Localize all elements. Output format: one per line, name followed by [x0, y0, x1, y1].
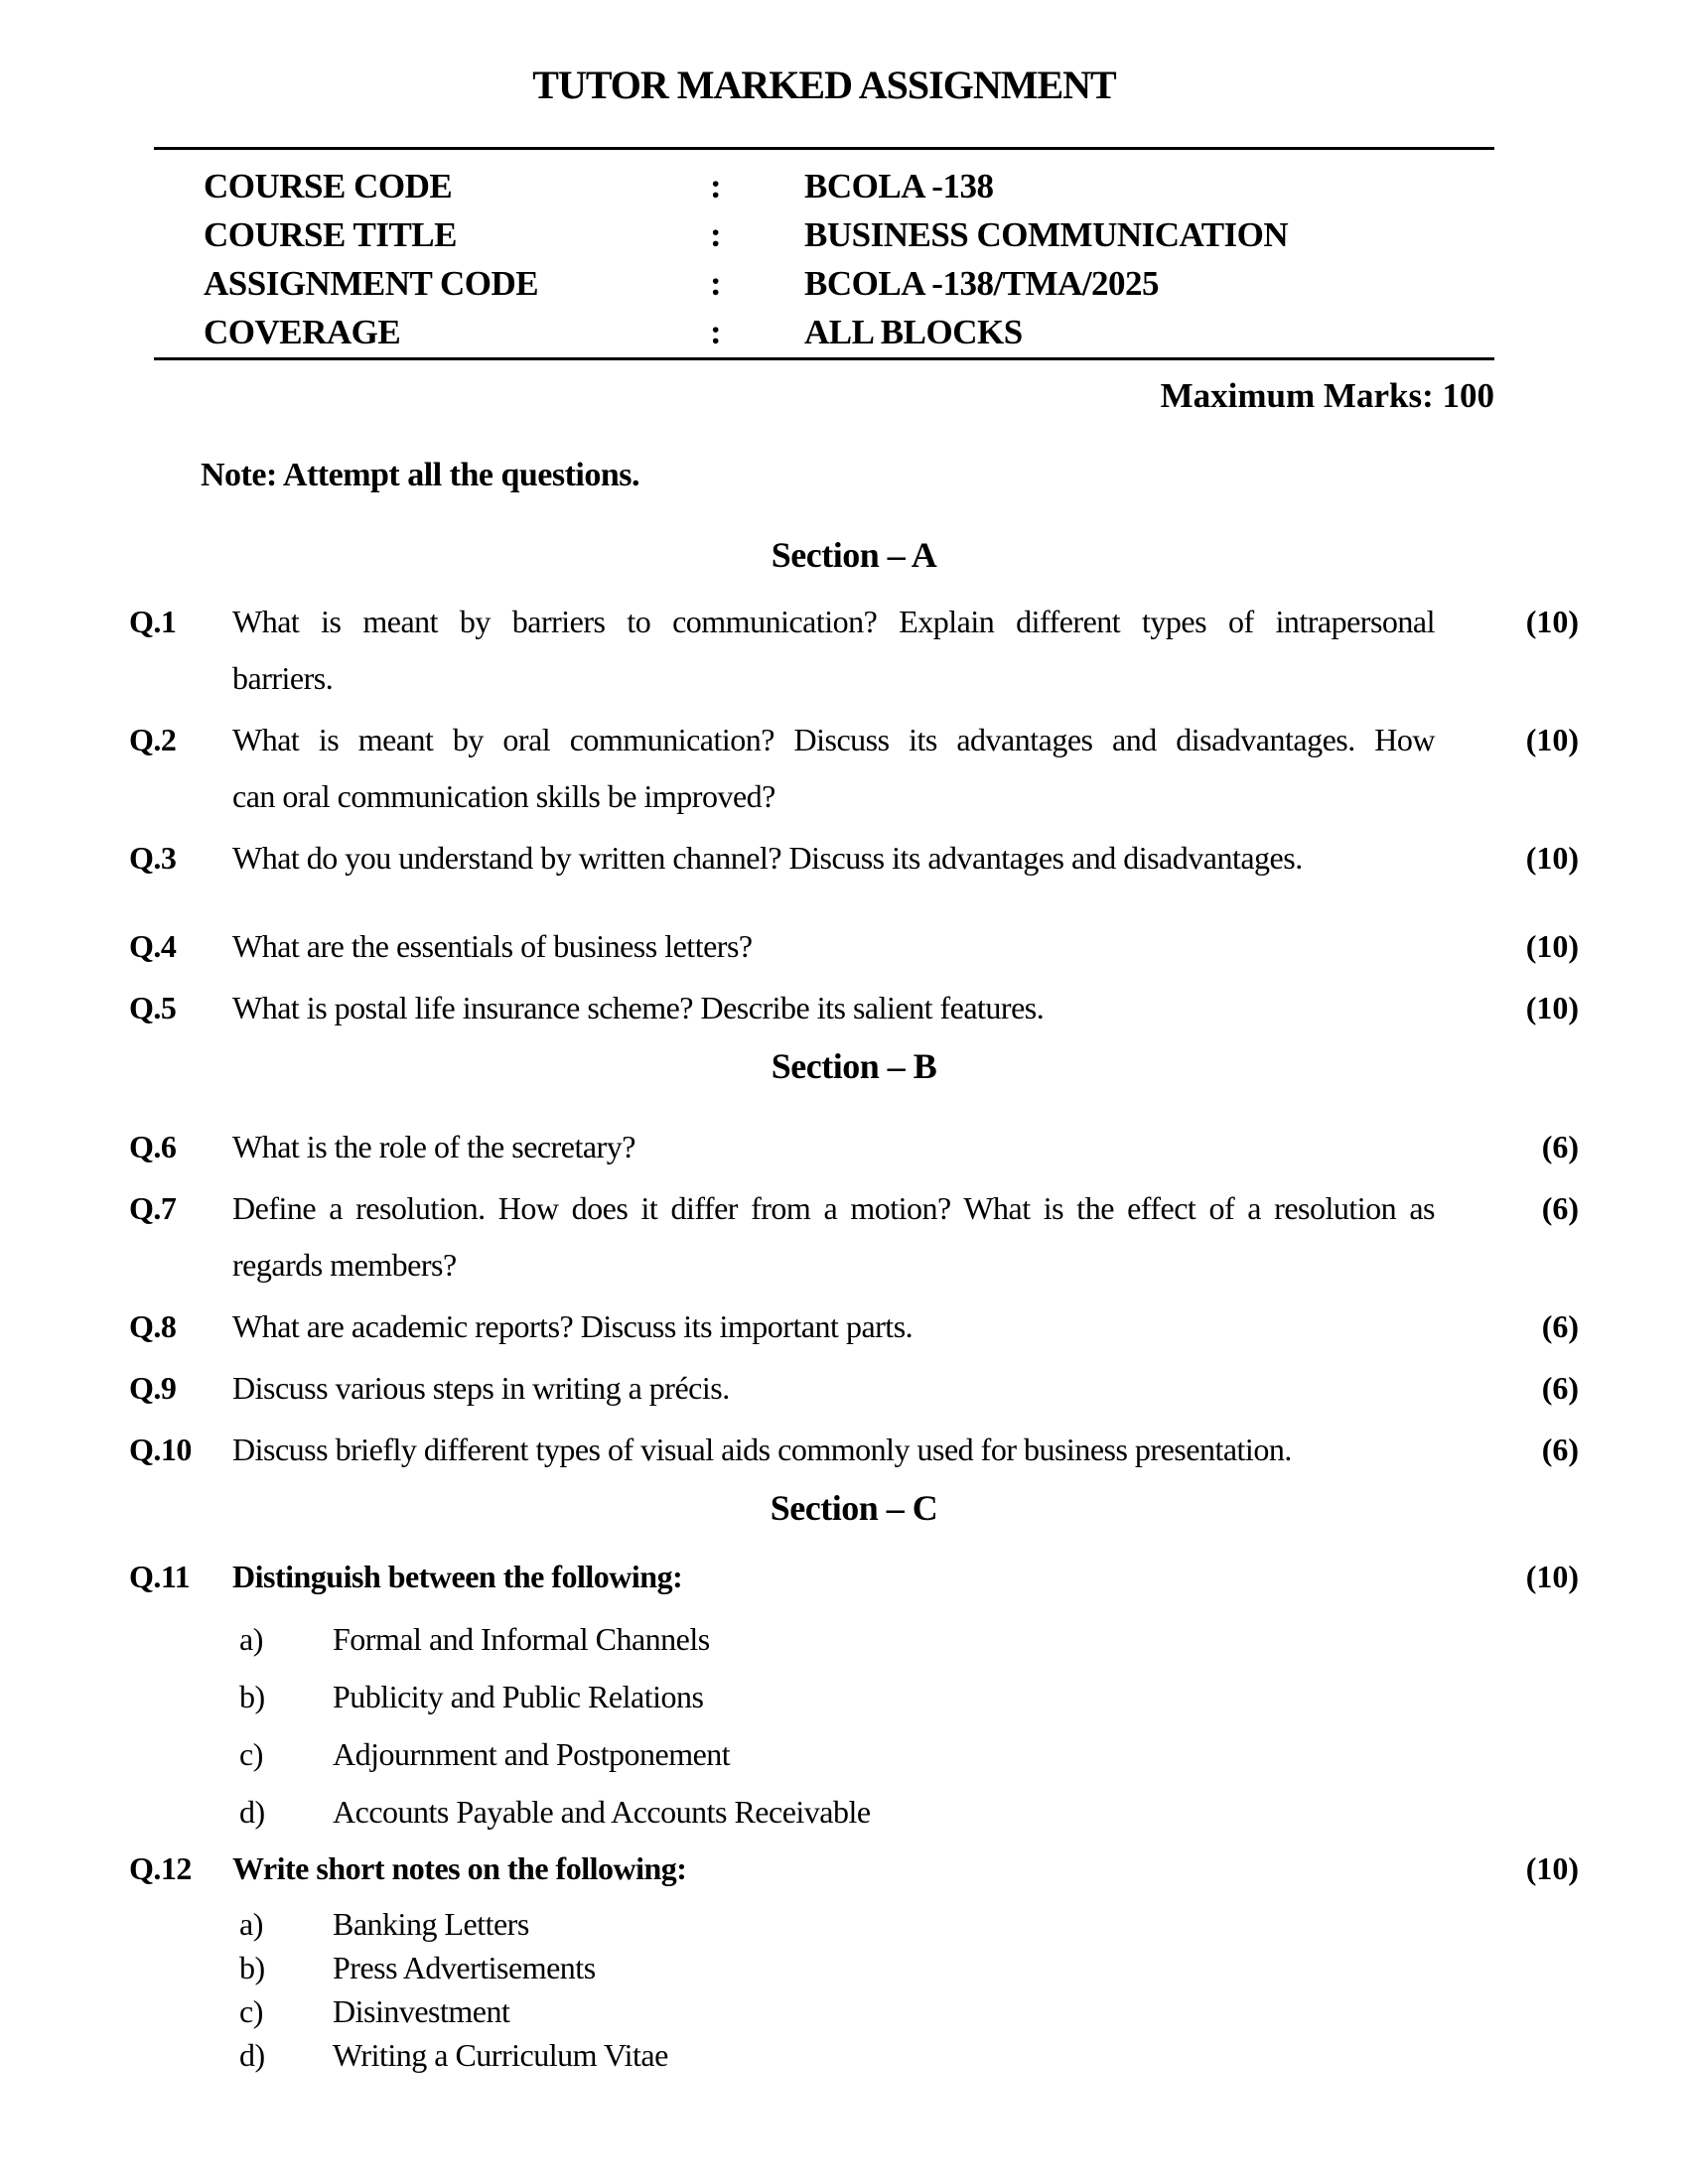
question-text — [232, 980, 1435, 1036]
question-line: What is meant by oral communication? Discuss its advantages and disadvantages. How — [232, 722, 1435, 757]
question-number: Q.9 — [129, 1370, 177, 1406]
question-text — [232, 1119, 1435, 1175]
question-line: can oral communication skills be improved? — [232, 778, 775, 814]
question-row-q3 — [129, 830, 1579, 887]
course-label: COVERAGE — [204, 313, 401, 351]
subitem-row — [129, 1783, 1579, 1841]
question-marks: (10) — [1525, 1850, 1579, 1886]
header-rule-bottom — [154, 357, 1494, 360]
subitem-text: Disinvestment — [333, 1993, 510, 2029]
subitem-text: Writing a Curriculum Vitae — [333, 2037, 668, 2073]
question-text — [232, 594, 1435, 707]
question-number: Q.11 — [129, 1559, 191, 1594]
section-heading-a: Section – A — [771, 535, 937, 575]
question-line: Discuss various steps in writing a précis. — [232, 1370, 730, 1406]
subitem-text: Banking Letters — [333, 1906, 529, 1942]
question-line: regards members? — [232, 1247, 457, 1283]
subitem-letter: a) — [239, 1621, 263, 1657]
subitem-text: Accounts Payable and Accounts Receivable — [333, 1794, 871, 1830]
course-separator: : — [710, 167, 722, 205]
question-marks: (6) — [1541, 1129, 1579, 1164]
question-line: barriers. — [232, 660, 334, 696]
question-row-q9 — [129, 1360, 1579, 1417]
question-text — [232, 918, 1435, 975]
question-line: What do you understand by written channel? Discuss its advantages and disadvantages. — [232, 840, 1303, 876]
question-number: Q.1 — [129, 604, 177, 639]
question-line: What is postal life insurance scheme? Describe its salient features. — [232, 990, 1045, 1025]
question-number: Q.4 — [129, 928, 177, 964]
question-marks: (6) — [1541, 1370, 1579, 1406]
question-subitems-q11 — [129, 1610, 1579, 1841]
subitem-row — [129, 1946, 1579, 1989]
course-value: BCOLA -138 — [804, 167, 994, 205]
section-heading-c: Section – C — [770, 1488, 938, 1528]
question-line: Define a resolution. How does it differ from a motion? What is the effect of a resolution as — [232, 1190, 1435, 1226]
question-number: Q.7 — [129, 1190, 177, 1226]
question-text — [232, 1180, 1435, 1294]
subitem-text: Publicity and Public Relations — [333, 1679, 704, 1714]
question-number: Q.2 — [129, 722, 177, 757]
question-line: What is meant by barriers to communication? Explain different types of intrapersonal — [232, 604, 1435, 639]
subitem-text: Press Advertisements — [333, 1950, 596, 1985]
question-line: Write short notes on the following: — [232, 1850, 687, 1886]
subitem-text: Adjournment and Postponement — [333, 1736, 731, 1772]
question-line: Distinguish between the following: — [232, 1559, 683, 1594]
question-text — [232, 830, 1435, 887]
course-value: BUSINESS COMMUNICATION — [804, 215, 1289, 254]
subitem-letter: b) — [239, 1679, 265, 1714]
subitem-row — [129, 1610, 1579, 1668]
header-rule-top — [154, 147, 1494, 150]
question-row-q7 — [129, 1180, 1579, 1294]
course-row — [204, 259, 1579, 308]
course-separator: : — [710, 264, 722, 303]
subitem-row — [129, 1902, 1579, 1946]
question-row-q6 — [129, 1119, 1579, 1175]
subitem-row — [129, 1989, 1579, 2033]
question-row-q5 — [129, 980, 1579, 1036]
question-row-q12 — [129, 1841, 1579, 1897]
max-marks: Maximum Marks: 100 — [1160, 376, 1494, 415]
question-marks: (6) — [1541, 1308, 1579, 1344]
question-marks: (6) — [1541, 1432, 1579, 1467]
question-row-q10 — [129, 1422, 1579, 1478]
course-row — [204, 210, 1579, 259]
question-number: Q.12 — [129, 1850, 192, 1886]
question-marks: (10) — [1525, 990, 1579, 1025]
course-label: COURSE CODE — [204, 167, 453, 205]
question-marks: (10) — [1525, 604, 1579, 639]
question-number: Q.8 — [129, 1308, 177, 1344]
section-heading-b: Section – B — [771, 1046, 937, 1086]
subitem-letter: b) — [239, 1950, 265, 1985]
course-label: ASSIGNMENT CODE — [204, 264, 539, 303]
question-row-q8 — [129, 1298, 1579, 1355]
question-subitems-q12 — [129, 1902, 1579, 2077]
subitem-row — [129, 1725, 1579, 1783]
question-line: What is the role of the secretary? — [232, 1129, 635, 1164]
question-line: What are academic reports? Discuss its important parts. — [232, 1308, 914, 1344]
course-separator: : — [710, 215, 722, 254]
subitem-letter: d) — [239, 1794, 265, 1830]
question-text — [232, 1549, 1435, 1605]
question-number: Q.6 — [129, 1129, 177, 1164]
question-marks: (10) — [1525, 722, 1579, 757]
course-value: ALL BLOCKS — [804, 313, 1023, 351]
course-row — [204, 162, 1579, 210]
question-line: What are the essentials of business letters? — [232, 928, 753, 964]
course-info-table — [129, 162, 1579, 356]
document-title: TUTOR MARKED ASSIGNMENT — [532, 63, 1116, 107]
question-text — [232, 1360, 1435, 1417]
question-row-q2 — [129, 712, 1579, 825]
question-text — [232, 1298, 1435, 1355]
note: Note: Attempt all the questions. — [201, 457, 640, 493]
question-row-q11 — [129, 1549, 1579, 1605]
subitem-row — [129, 2033, 1579, 2077]
question-row-q4 — [129, 918, 1579, 975]
question-number: Q.5 — [129, 990, 177, 1025]
subitem-letter: d) — [239, 2037, 265, 2073]
course-label: COURSE TITLE — [204, 215, 457, 254]
subitem-row — [129, 1668, 1579, 1725]
question-text — [232, 1422, 1435, 1478]
subitem-letter: a) — [239, 1906, 263, 1942]
subitem-letter: c) — [239, 1993, 263, 2029]
question-number: Q.10 — [129, 1432, 192, 1467]
question-line: Discuss briefly different types of visual aids commonly used for business presentation. — [232, 1432, 1292, 1467]
subitem-text: Formal and Informal Channels — [333, 1621, 710, 1657]
question-text — [232, 1841, 1435, 1897]
course-row — [204, 308, 1579, 356]
question-marks: (10) — [1525, 840, 1579, 876]
subitem-letter: c) — [239, 1736, 263, 1772]
question-text — [232, 712, 1435, 825]
question-number: Q.3 — [129, 840, 177, 876]
question-marks: (10) — [1525, 1559, 1579, 1594]
question-marks: (6) — [1541, 1190, 1579, 1226]
course-value: BCOLA -138/TMA/2025 — [804, 264, 1160, 303]
question-row-q1 — [129, 594, 1579, 707]
question-marks: (10) — [1525, 928, 1579, 964]
course-separator: : — [710, 313, 722, 351]
